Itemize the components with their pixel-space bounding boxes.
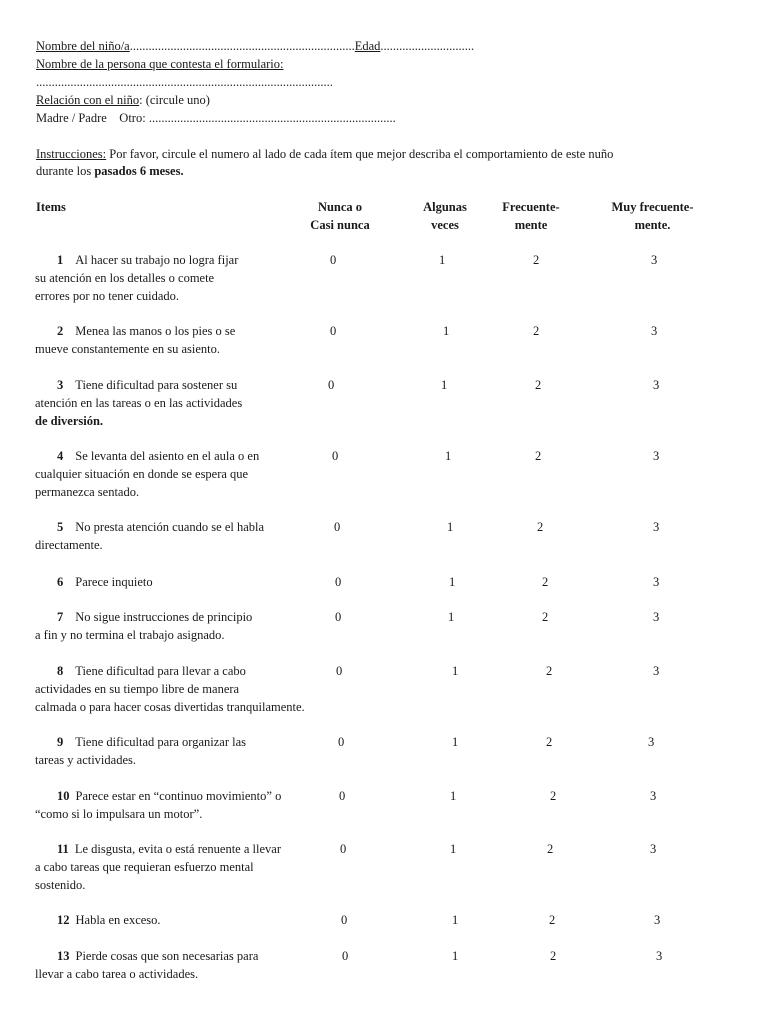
item-12-option-3[interactable]: 3 (654, 913, 661, 927)
header-sometimes (400, 198, 490, 234)
relation-hint: : (circule uno) (139, 93, 210, 107)
item-8-option-0[interactable]: 0 (336, 664, 343, 678)
item-12-option-2[interactable]: 2 (549, 913, 556, 927)
item-number: 5 (57, 520, 64, 534)
header-never-line-1: Nunca o (317, 200, 363, 214)
header-items: Items (36, 200, 66, 214)
item-8 (35, 662, 335, 716)
item-number: 7 (57, 610, 64, 624)
item-10-option-2[interactable]: 2 (550, 789, 557, 803)
item-13-option-1[interactable]: 1 (452, 949, 459, 963)
relation-options[interactable]: Madre / Padre Otro: (36, 111, 149, 125)
item-8-option-3[interactable]: 3 (653, 664, 660, 678)
item-text-line: actividades en su tiempo libre de manera (35, 682, 240, 696)
item-text-line: su atención en los detalles o comete (35, 271, 215, 285)
header-never (290, 198, 390, 234)
instructions-line-1 (36, 145, 613, 163)
instructions-line-2 (36, 162, 184, 180)
item-9-option-0[interactable]: 0 (338, 735, 345, 749)
item-4 (35, 447, 335, 501)
header-often (485, 198, 577, 234)
instructions-text: Por favor, circule el numero al lado de cada ítem que mejor describa el comportamiento de este nuño (106, 147, 614, 161)
item-11 (35, 840, 335, 894)
header-sometimes-line-1: Algunas (423, 200, 467, 214)
item-5-option-0[interactable]: 0 (334, 520, 341, 534)
item-1-option-1[interactable]: 1 (439, 253, 446, 267)
item-5-option-1[interactable]: 1 (447, 520, 454, 534)
item-number: 9 (57, 735, 64, 749)
item-text: Menea las manos o los pies o se (75, 324, 236, 338)
age-field[interactable]: .............................. (380, 39, 475, 53)
item-text-line (35, 322, 335, 340)
item-10-option-1[interactable]: 1 (450, 789, 457, 803)
item-6-option-2[interactable]: 2 (542, 575, 549, 589)
item-number: 10 (57, 789, 70, 803)
item-12-option-1[interactable]: 1 (452, 913, 459, 927)
item-12-option-0[interactable]: 0 (341, 913, 348, 927)
item-text-line (35, 787, 335, 805)
item-1-option-2[interactable]: 2 (533, 253, 540, 267)
item-text-line (35, 251, 335, 269)
item-text-line (35, 840, 335, 858)
item-9 (35, 733, 335, 769)
item-2-option-0[interactable]: 0 (330, 324, 337, 338)
item-number: 12 (57, 913, 70, 927)
item-3-option-2[interactable]: 2 (535, 378, 542, 392)
item-text: Tiene dificultad para llevar a cabo (75, 664, 246, 678)
item-text-bold-line: de diversión. (35, 414, 104, 428)
item-text-line: mueve constantemente en su asiento. (35, 342, 221, 356)
item-text-line: a fin y no termina el trabajo asignado. (35, 628, 225, 642)
item-number: 2 (57, 324, 64, 338)
item-text: Le disgusta, evita o está renuente a llevar (74, 842, 281, 856)
item-text-line: errores por no tener cuidado. (35, 289, 180, 303)
item-text-line: calmada o para hacer cosas divertidas tranquilamente. (35, 700, 305, 714)
item-text-line (35, 573, 335, 591)
item-2-option-3[interactable]: 3 (651, 324, 658, 338)
item-11-option-2[interactable]: 2 (547, 842, 554, 856)
header-often-line-1: Frecuente- (502, 200, 560, 214)
instructions-period: pasados 6 meses. (94, 164, 184, 178)
item-6-option-3[interactable]: 3 (653, 575, 660, 589)
item-text-line: sostenido. (35, 878, 86, 892)
item-8-option-1[interactable]: 1 (452, 664, 459, 678)
item-13 (35, 947, 335, 983)
item-number: 6 (57, 575, 64, 589)
instructions-text-2: durante los (36, 164, 95, 178)
respondent-label: Nombre de la persona que contesta el formulario: (36, 57, 284, 71)
item-text: Al hacer su trabajo no logra fijar (75, 253, 239, 267)
item-7-option-2[interactable]: 2 (542, 610, 549, 624)
item-4-option-3[interactable]: 3 (653, 449, 660, 463)
child-name-label: Nombre del niño/a (36, 39, 130, 53)
item-text-line: cualquier situación en donde se espera que (35, 467, 249, 481)
item-text: Se levanta del asiento en el aula o en (75, 449, 260, 463)
item-number: 4 (57, 449, 64, 463)
relation-row (36, 91, 210, 109)
item-13-option-2[interactable]: 2 (550, 949, 557, 963)
respondent-field[interactable]: ............................................................................................... (36, 75, 333, 89)
item-12 (35, 911, 335, 929)
age-label: Edad (354, 39, 381, 53)
item-number: 8 (57, 664, 64, 678)
item-4-option-2[interactable]: 2 (535, 449, 542, 463)
item-6-option-1[interactable]: 1 (449, 575, 456, 589)
item-10-option-0[interactable]: 0 (339, 789, 346, 803)
item-number: 3 (57, 378, 64, 392)
header-very-often (595, 198, 710, 234)
item-9-option-3[interactable]: 3 (648, 735, 655, 749)
item-text-line: tareas y actividades. (35, 753, 136, 767)
relation-options-row (36, 109, 396, 127)
item-text-line (35, 947, 335, 965)
item-2-option-1[interactable]: 1 (443, 324, 450, 338)
header-often-line-2: mente (514, 218, 548, 232)
item-11-option-3[interactable]: 3 (650, 842, 657, 856)
instructions-label: Instrucciones: (36, 147, 107, 161)
item-9-option-1[interactable]: 1 (452, 735, 459, 749)
item-text: No sigue instrucciones de principio (75, 610, 253, 624)
header-very-often-line-2: mente. (634, 218, 671, 232)
item-2 (35, 322, 335, 358)
item-7 (35, 608, 335, 644)
item-text: No presta atención cuando se el habla (75, 520, 265, 534)
item-6-option-0[interactable]: 0 (335, 575, 342, 589)
item-text-line: a cabo tareas que requieran esfuerzo mental (35, 860, 254, 874)
item-text-line: atención en las tareas o en las actividades (35, 396, 243, 410)
item-text-line (35, 662, 335, 680)
item-10 (35, 787, 335, 823)
item-text-line (35, 518, 335, 536)
header-sometimes-line-2: veces (431, 218, 459, 232)
relation-label: Relación con el niño (36, 93, 140, 107)
item-text-line (35, 911, 335, 929)
item-text: Tiene dificultad para sostener su (75, 378, 238, 392)
item-4-option-0[interactable]: 0 (332, 449, 339, 463)
item-3-option-1[interactable]: 1 (441, 378, 448, 392)
item-1-option-3[interactable]: 3 (651, 253, 658, 267)
respondent-label-row (36, 55, 283, 73)
item-8-option-2[interactable]: 2 (546, 664, 553, 678)
item-number: 1 (57, 253, 64, 267)
header-very-often-line-1: Muy frecuente- (611, 200, 694, 214)
item-2-option-2[interactable]: 2 (533, 324, 540, 338)
item-5-option-2[interactable]: 2 (537, 520, 544, 534)
item-text-line: “como si lo impulsara un motor”. (35, 807, 203, 821)
item-text-line: permanezca sentado. (35, 485, 140, 499)
item-text-line (35, 608, 335, 626)
item-5 (35, 518, 335, 554)
item-13-option-0[interactable]: 0 (342, 949, 349, 963)
item-text-line: directamente. (35, 538, 103, 552)
item-4-option-1[interactable]: 1 (445, 449, 452, 463)
item-text-line (35, 376, 335, 394)
item-7-option-0[interactable]: 0 (335, 610, 342, 624)
item-6 (35, 573, 335, 591)
item-text: Habla en exceso. (75, 913, 161, 927)
child-name-field[interactable]: ........................................................................ (129, 39, 355, 53)
item-3 (35, 376, 335, 430)
child-name-row (36, 37, 474, 55)
item-number: 13 (57, 949, 70, 963)
header-never-line-2: Casi nunca (310, 218, 370, 232)
item-text-line: llevar a cabo tarea o actividades. (35, 967, 199, 981)
item-11-option-0[interactable]: 0 (340, 842, 347, 856)
item-7-option-3[interactable]: 3 (653, 610, 660, 624)
item-text-line (35, 447, 335, 465)
item-number: 11 (57, 842, 69, 856)
item-11-option-1[interactable]: 1 (450, 842, 457, 856)
item-9-option-2[interactable]: 2 (546, 735, 553, 749)
item-10-option-3[interactable]: 3 (650, 789, 657, 803)
item-text-line (35, 733, 335, 751)
item-1-option-0[interactable]: 0 (330, 253, 337, 267)
item-1 (35, 251, 335, 305)
item-text: Pierde cosas que son necesarias para (75, 949, 259, 963)
item-3-option-3[interactable]: 3 (653, 378, 660, 392)
item-text: Parece inquieto (75, 575, 153, 589)
item-7-option-1[interactable]: 1 (448, 610, 455, 624)
item-5-option-3[interactable]: 3 (653, 520, 660, 534)
item-text: Parece estar en “continuo movimiento” o (75, 789, 282, 803)
item-text: Tiene dificultad para organizar las (75, 735, 247, 749)
item-3-option-0[interactable]: 0 (328, 378, 335, 392)
relation-other-field[interactable]: ............................................................................... (148, 111, 396, 125)
item-13-option-3[interactable]: 3 (656, 949, 663, 963)
